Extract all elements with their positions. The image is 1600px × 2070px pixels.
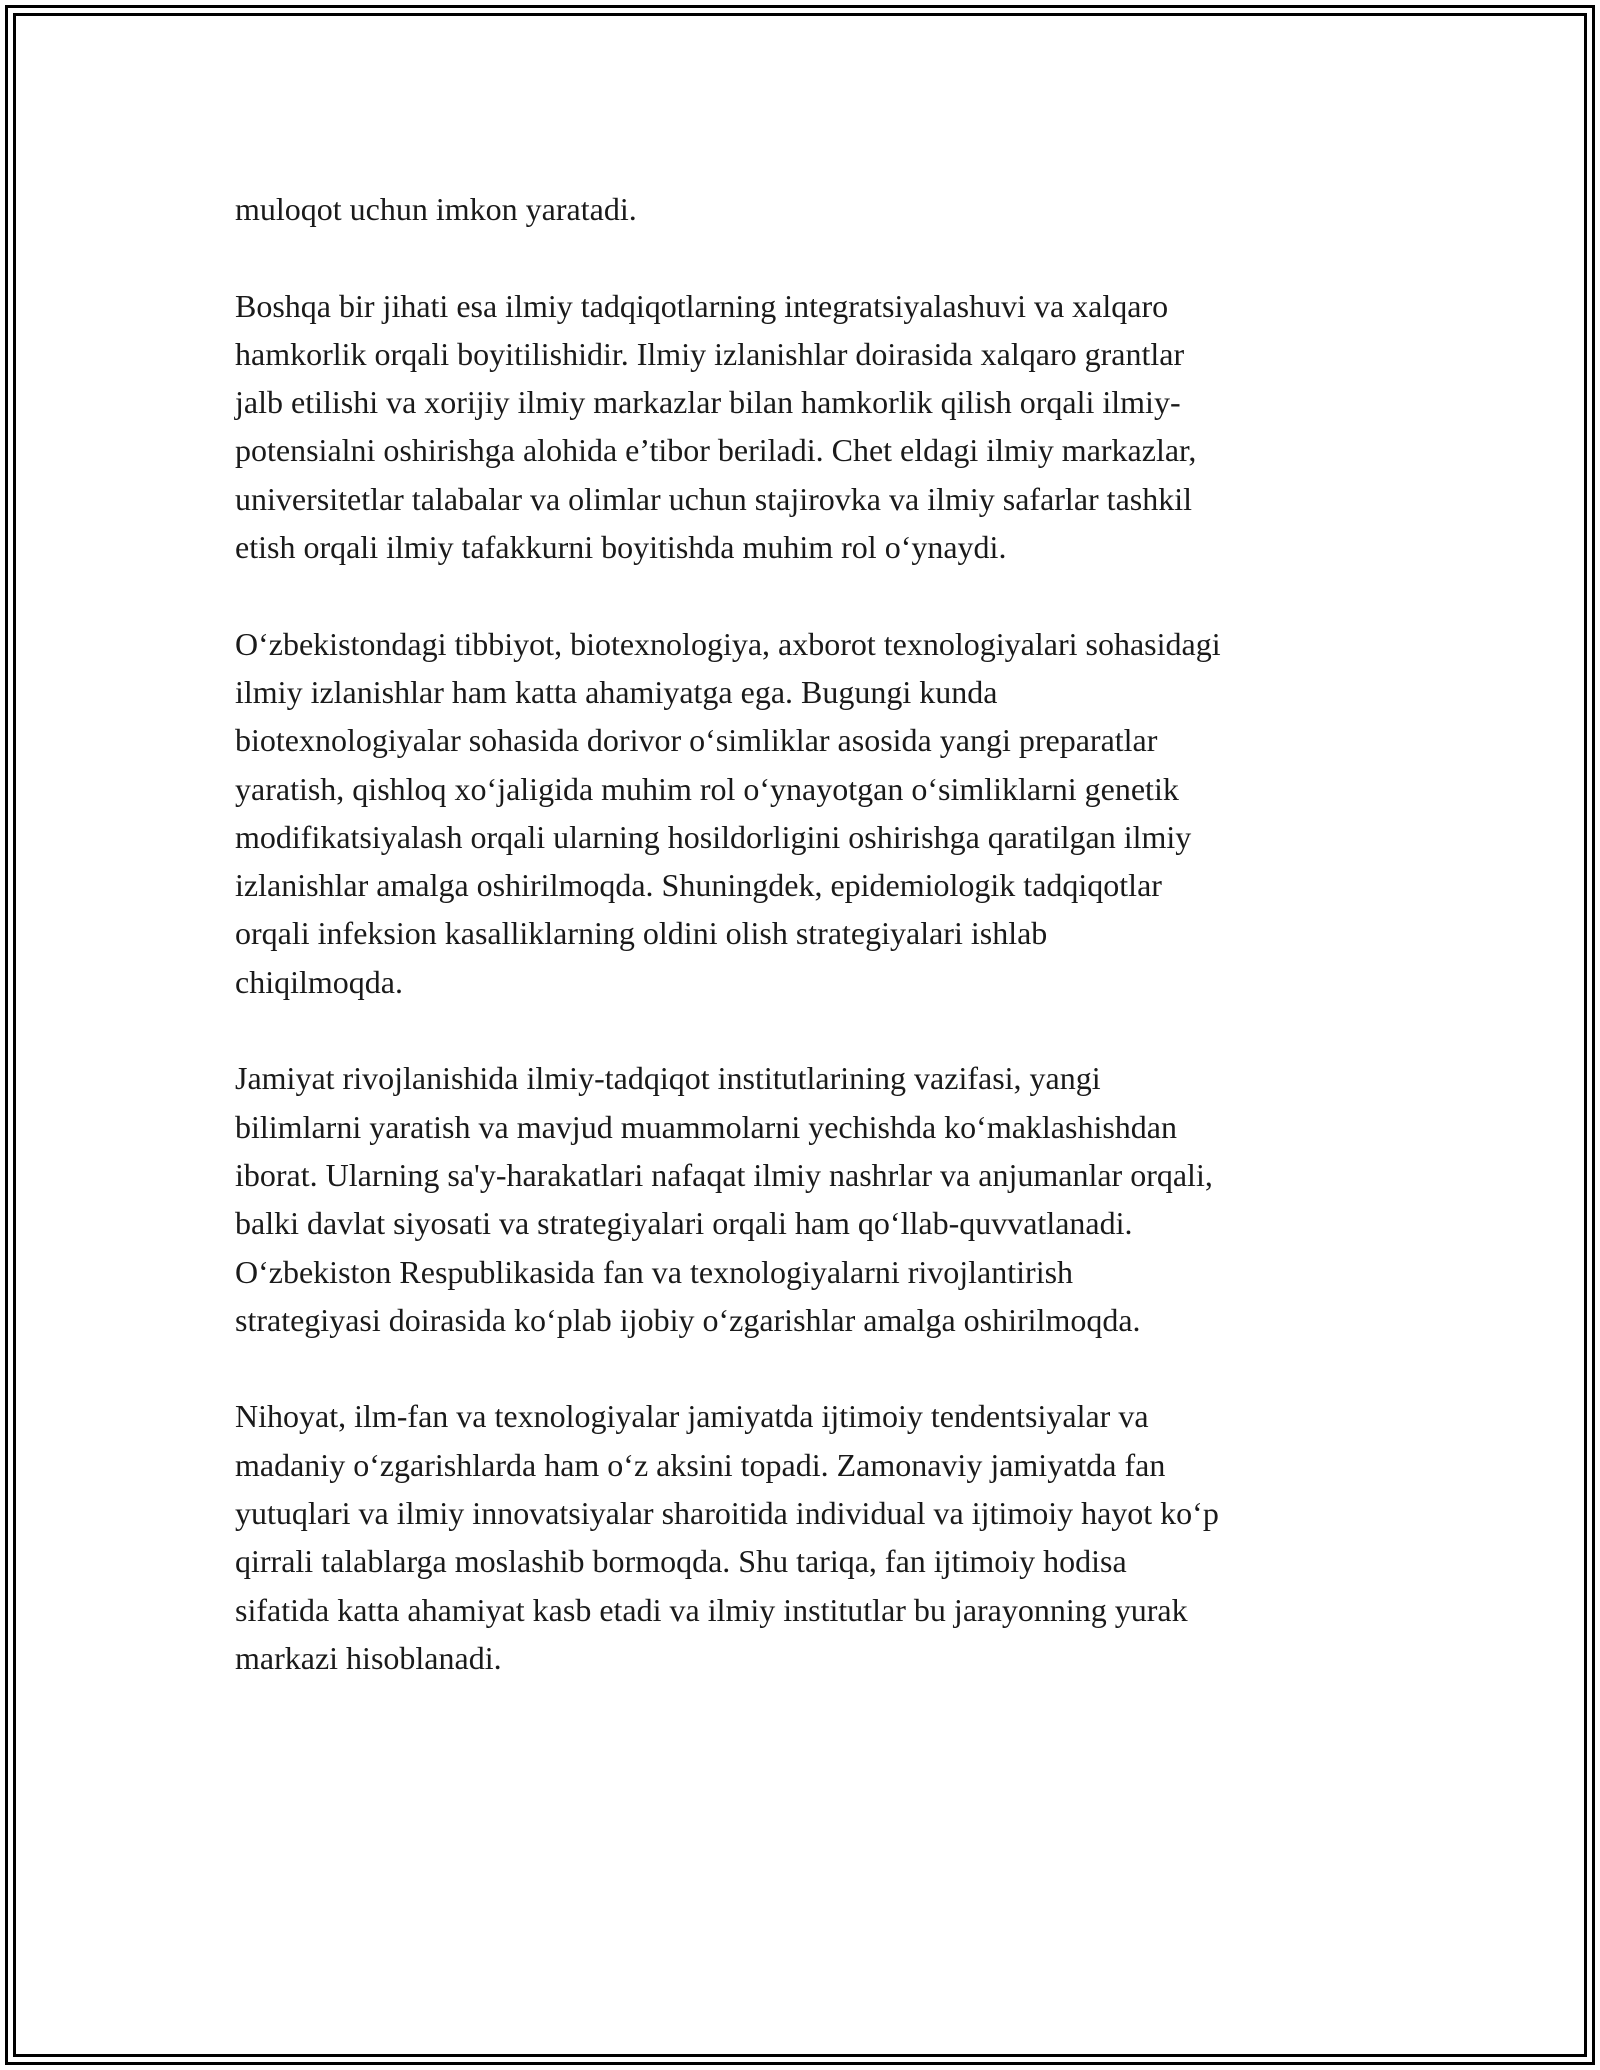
- document-body: [235, 185, 1395, 1731]
- paragraph-uzbekistan-research: O‘zbekistondagi tibbiyot, biotexnologiya, axborot texnologiyalari sohasidagi ilmiy izlanishlar ham katta ahamiyatga ega. Bugungi kunda biotexnologiyalar sohasida dorivor o‘simliklar asosida yangi preparatlar yaratish, qishloq xo‘jaligida muhim rol o‘ynayotgan o‘simliklarni genetik modifikatsiyalash orqali ularning hosildorligini oshirishga qaratilgan ilmiy izlanishlar amalga oshirilmoqda. Shuningdek, epidemiologik tadqiqotlar orqali infeksion kasalliklarning oldini olish strategiyalari ishlab chiqilmoqda.: [235, 625, 1221, 1000]
- paragraph-international-collaboration: Boshqa bir jihati esa ilmiy tadqiqotlarning integratsiyalashuvi va xalqaro hamkorlik orqali boyitilishidir. Ilmiy izlanishlar doirasida xalqaro grantlar jalb etilishi va xorijiy ilmiy markazlar bilan hamkorlik qilish orqali ilmiy- potensialni oshirishga alohida e’tibor beriladi. Chet eldagi ilmiy markazlar, universitetlar talabalar va olimlar uchun stajirovka va ilmiy safarlar tashkil etish orqali ilmiy tafakkurni boyitishda muhim rol o‘ynaydi.: [235, 287, 1197, 566]
- paragraph-conclusion: Nihoyat, ilm-fan va texnologiyalar jamiyatda ijtimoiy tendentsiyalar va madaniy o‘zgarishlarda ham o‘z aksini topadi. Zamonaviy jamiyatda fan yutuqlari va ilmiy innovatsiyalar sharoitida individual va ijtimoiy hayot ko‘p qirrali talablarga moslashib bormoqda. Shu tariqa, fan ijtimoiy hodisa sifatida katta ahamiyat kasb etadi va ilmiy institutlar bu jarayonning yurak markazi hisoblanadi.: [235, 1398, 1219, 1676]
- paragraph-research-institutes: Jamiyat rivojlanishida ilmiy-tadqiqot institutlarining vazifasi, yangi bilimlarni yaratish va mavjud muammolarni yechishda ko‘maklashishdan iborat. Ularning sa'y-harakatlari nafaqat ilmiy nashrlar va anjumanlar orqali, balki davlat siyosati va strategiyalari orqali ham qo‘llab-quvvatlanadi. O‘zbekiston Respublikasida fan va texnologiyalarni rivojlantirish strategiyasi doirasida ko‘plab ijobiy o‘zgarishlar amalga oshirilmoqda.: [235, 1060, 1213, 1338]
- paragraph-continuation: muloqot uchun imkon yaratadi.: [235, 191, 637, 227]
